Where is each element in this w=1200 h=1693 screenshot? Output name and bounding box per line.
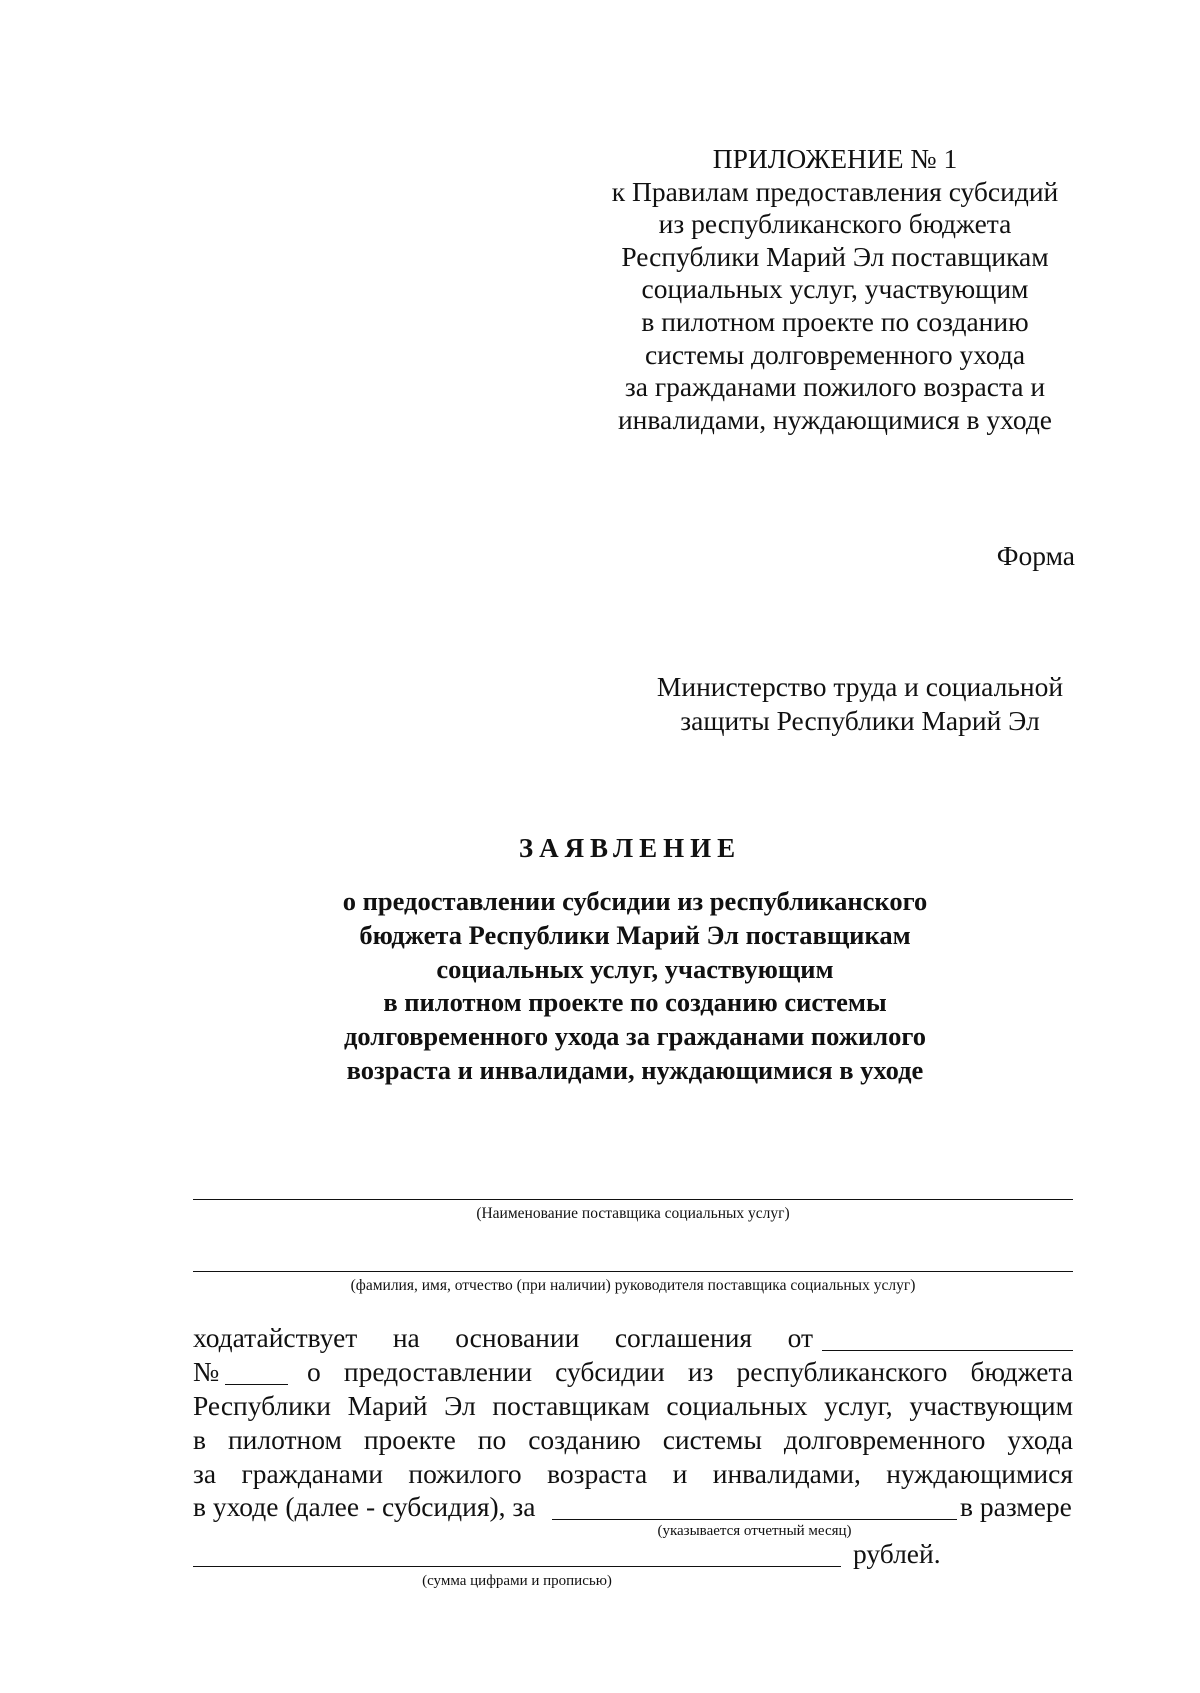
agreement-date-field[interactable] — [822, 1350, 1073, 1351]
appendix-line: в пилотном проекте по созданию — [641, 305, 1029, 337]
appendix-line: инвалидами, нуждающимися в уходе — [617, 403, 1053, 435]
agreement-number-field[interactable] — [225, 1384, 288, 1385]
addressee-line: Министерство труда и социальной — [656, 671, 1064, 702]
body-line-6: в уходе (далее - субсидия), за — [193, 1491, 536, 1522]
head-name-caption: (фамилия, имя, отчество (при наличии) руководителя поставщика социальных услуг) — [350, 1277, 916, 1294]
subtitle-line: бюджета Республики Марий Эл поставщикам — [359, 919, 911, 950]
body-line-4: в пилотном проекте по созданию системы долговременного ухода — [193, 1424, 1073, 1455]
appendix-line: социальных услуг, участвующим — [641, 273, 1029, 305]
body-line-5: за гражданами пожилого возраста и инвалидами, нуждающимися — [193, 1458, 1073, 1489]
reporting-month-caption: (указывается отчетный месяц) — [657, 1523, 852, 1539]
amount-caption: (сумма цифрами и прописью) — [422, 1573, 612, 1589]
body-line-1: ходатайствует на основании соглашения от — [193, 1322, 813, 1353]
agreement-number-label: № — [193, 1356, 220, 1387]
appendix-heading: ПРИЛОЖЕНИЕ № 1 — [712, 143, 958, 174]
appendix-line: Республики Марий Эл поставщикам — [621, 240, 1049, 272]
subtitle-line: возраста и инвалидами, нуждающимися в уходе — [346, 1054, 924, 1085]
subtitle-line: о предоставлении субсидии из республиканского — [342, 886, 928, 916]
addressee-block — [645, 670, 1075, 738]
amount-field[interactable] — [193, 1566, 841, 1567]
subtitle-line: социальных услуг, участвующим — [436, 953, 834, 984]
form-label: Форма — [996, 540, 1075, 571]
document-title: ЗАЯВЛЕНИЕ — [518, 833, 742, 863]
provider-name-field[interactable] — [193, 1199, 1073, 1200]
appendix-line: к Правилам предоставления субсидий — [611, 175, 1059, 207]
addressee-line: защиты Республики Марий Эл — [680, 705, 1040, 736]
body-line-6-end: в размере — [960, 1491, 1072, 1522]
reporting-month-field[interactable] — [552, 1519, 957, 1520]
appendix-line: системы долговременного ухода — [644, 338, 1026, 370]
provider-name-caption: (Наименование поставщика социальных услуг) — [476, 1205, 790, 1222]
appendix-line: из республиканского бюджета — [658, 208, 1012, 240]
appendix-line: за гражданами пожилого возраста и — [624, 371, 1046, 403]
document-subtitle — [290, 885, 980, 1088]
body-line-3: Республики Марий Эл поставщикам социальных услуг, участвующим — [193, 1390, 1073, 1421]
subtitle-line: в пилотном проекте по созданию системы — [383, 987, 887, 1018]
head-name-field[interactable] — [193, 1271, 1073, 1272]
body-line-2: о предоставлении субсидии из республиканского бюджета — [307, 1356, 1073, 1387]
subtitle-line: долговременного ухода за гражданами пожилого — [343, 1021, 927, 1052]
body-line-7-end: рублей. — [853, 1538, 941, 1569]
appendix-block — [600, 143, 1070, 436]
